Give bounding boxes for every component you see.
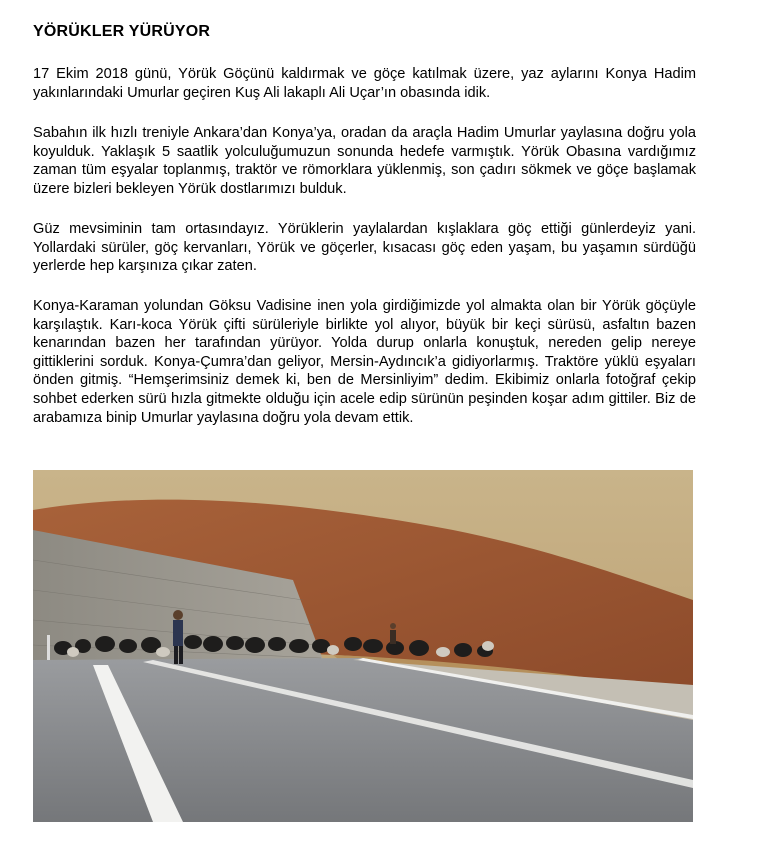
goat-herd-road-photo — [33, 470, 693, 822]
roadside-post — [47, 635, 50, 660]
paragraph-3: Güz mevsiminin tam ortasındayız. Yörüklerin yaylalardan kışlaklara göç ettiği günlerdeyiz yani. Yollardaki sürüler, göç kervanları, Yörük ve göçerler, kısacası göç eden yaşam, bu yaşamın sürdüğü yerlerde hep karşınıza çıkar zaten. — [33, 221, 696, 275]
paragraph-2: Sabahın ilk hızlı treniyle Ankara’dan Konya’ya, oradan da araçla Hadim Umurlar yaylasına doğru yola koyulduk. Yaklaşık 5 saatlik yolculuğumuzun sonunda hedefe varmıştık. Yörük Obasına vardığımız zaman tüm eşyalar toplanmış, traktör ve römorklara yüklenmiş, son çadırı sökmek ve göçe başlamak üzere bizleri bekleyen Yörük dostlarımızı bulduk. — [33, 125, 696, 197]
article-title: YÖRÜKLER YÜRÜYOR — [33, 23, 211, 40]
paragraph-4: Konya-Karaman yolundan Göksu Vadisine inen yola girdiğimizde yol almakta olan bir Yörük göçüyle karşılaştık. Karı-koca Yörük çifti sürüleriyle birlikte yol alıyor, büyük bir keçi sürüsü, asfaltın bazen kenarından bazen her tarafından yürüyor. Yolda durup onlarla konuştuk, nereden gelip nereye gittiklerini sorduk. Konya-Çumra’dan geliyor, Mersin-Aydıncık’a gidiyorlarmış. Traktöre yüklü eşyaları önden gitmiş. “Hemşerimsiniz demek ki, ben de Mersinliyim” dedim. Ekibimiz onlarla fotoğraf çekip sohbet ederken sürü hızla gitmekte olduğu için acele edip sürünün peşinden koşar adım gittiler. Biz de arabamıza binip Umurlar yaylasına doğru yola devam ettik. — [33, 298, 696, 426]
distant-herder — [390, 623, 396, 644]
paragraph-1: 17 Ekim 2018 günü, Yörük Göçünü kaldırmak ve göçe katılmak üzere, yaz aylarını Konya Hadim yakınlarındaki Umurlar geçiren Kuş Ali lakaplı Ali Uçar’ın obasında idik. — [33, 66, 696, 101]
herder-figure — [173, 610, 183, 664]
